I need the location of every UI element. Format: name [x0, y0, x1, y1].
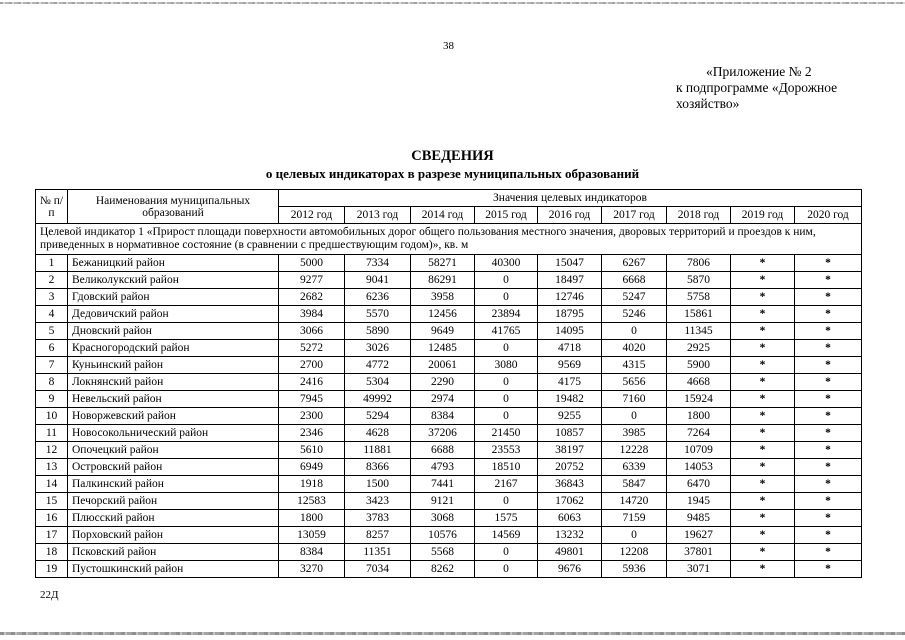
appendix-line-3: хозяйство» [676, 96, 740, 111]
header-year: 2017 год [602, 207, 667, 224]
value-cell: 14569 [475, 527, 538, 544]
value-cell: 2290 [411, 374, 475, 391]
value-cell: * [731, 323, 795, 340]
header-year: 2015 год [475, 207, 538, 224]
value-cell: * [795, 323, 862, 340]
value-cell: 19627 [667, 527, 731, 544]
value-cell: 2416 [279, 374, 345, 391]
value-cell: 0 [602, 408, 667, 425]
table-row [36, 527, 862, 544]
value-cell: 6236 [345, 289, 411, 306]
value-cell: 5847 [602, 476, 667, 493]
district-name: Палкинский район [68, 476, 279, 493]
table-row [36, 408, 862, 425]
header-number: № п/п [36, 190, 68, 224]
value-cell: 5656 [602, 374, 667, 391]
row-number: 1 [36, 255, 68, 272]
row-number: 15 [36, 493, 68, 510]
row-number: 5 [36, 323, 68, 340]
header-year: 2018 год [667, 207, 731, 224]
value-cell: 1918 [279, 476, 345, 493]
value-cell: 5000 [279, 255, 345, 272]
value-cell: 14720 [602, 493, 667, 510]
value-cell: * [795, 272, 862, 289]
value-cell: 0 [475, 561, 538, 578]
value-cell: 3066 [279, 323, 345, 340]
value-cell: 7945 [279, 391, 345, 408]
value-cell: 5936 [602, 561, 667, 578]
row-number: 8 [36, 374, 68, 391]
value-cell: * [795, 561, 862, 578]
value-cell: 3985 [602, 425, 667, 442]
district-name: Печорский район [68, 493, 279, 510]
appendix-line-1: «Приложение № 2 [706, 64, 812, 79]
district-name: Бежаницкий район [68, 255, 279, 272]
district-name: Новосокольнический район [68, 425, 279, 442]
value-cell: 86291 [411, 272, 475, 289]
table-row [36, 323, 862, 340]
district-name: Опочецкий район [68, 442, 279, 459]
value-cell: 5570 [345, 306, 411, 323]
header-year: 2013 год [345, 207, 411, 224]
table-row [36, 255, 862, 272]
value-cell: 0 [475, 544, 538, 561]
value-cell: 6339 [602, 459, 667, 476]
value-cell: 3068 [411, 510, 475, 527]
value-cell: * [731, 391, 795, 408]
value-cell: 9676 [538, 561, 602, 578]
district-name: Локнянский район [68, 374, 279, 391]
value-cell: 14095 [538, 323, 602, 340]
value-cell: 13059 [279, 527, 345, 544]
value-cell: * [731, 272, 795, 289]
value-cell: 4772 [345, 357, 411, 374]
value-cell: 9649 [411, 323, 475, 340]
value-cell: 11345 [667, 323, 731, 340]
value-cell: 11881 [345, 442, 411, 459]
value-cell: 41765 [475, 323, 538, 340]
value-cell: 6267 [602, 255, 667, 272]
row-number: 13 [36, 459, 68, 476]
value-cell: 2974 [411, 391, 475, 408]
value-cell: 3958 [411, 289, 475, 306]
value-cell: * [795, 408, 862, 425]
value-cell: 2300 [279, 408, 345, 425]
value-cell: 9277 [279, 272, 345, 289]
value-cell: 4718 [538, 340, 602, 357]
value-cell: 0 [475, 408, 538, 425]
row-number: 2 [36, 272, 68, 289]
value-cell: * [731, 306, 795, 323]
value-cell: 12746 [538, 289, 602, 306]
row-number: 16 [36, 510, 68, 527]
value-cell: 21450 [475, 425, 538, 442]
value-cell: 0 [602, 527, 667, 544]
header-year: 2019 год [731, 207, 795, 224]
header-year: 2014 год [411, 207, 475, 224]
value-cell: 3984 [279, 306, 345, 323]
value-cell: * [731, 340, 795, 357]
value-cell: 14053 [667, 459, 731, 476]
value-cell: 5272 [279, 340, 345, 357]
value-cell: * [731, 289, 795, 306]
district-name: Гдовский район [68, 289, 279, 306]
district-name: Порховский район [68, 527, 279, 544]
value-cell: 12228 [602, 442, 667, 459]
value-cell: * [795, 374, 862, 391]
value-cell: 23553 [475, 442, 538, 459]
value-cell: 1945 [667, 493, 731, 510]
value-cell: * [795, 255, 862, 272]
value-cell: 7159 [602, 510, 667, 527]
value-cell: * [731, 527, 795, 544]
value-cell: 0 [475, 391, 538, 408]
value-cell: 4793 [411, 459, 475, 476]
value-cell: 6063 [538, 510, 602, 527]
value-cell: * [731, 425, 795, 442]
value-cell: 12456 [411, 306, 475, 323]
table-row [36, 493, 862, 510]
row-number: 3 [36, 289, 68, 306]
value-cell: 38197 [538, 442, 602, 459]
value-cell: 7264 [667, 425, 731, 442]
header-values-group: Значения целевых индикаторов [279, 190, 862, 207]
value-cell: * [731, 561, 795, 578]
table-row [36, 459, 862, 476]
value-cell: * [795, 442, 862, 459]
value-cell: * [795, 544, 862, 561]
value-cell: 7441 [411, 476, 475, 493]
table-header [36, 190, 862, 224]
value-cell: 1800 [279, 510, 345, 527]
district-name: Дновский район [68, 323, 279, 340]
district-name: Куньинский район [68, 357, 279, 374]
value-cell: * [795, 510, 862, 527]
page-number: 38 [443, 40, 454, 52]
row-number: 11 [36, 425, 68, 442]
value-cell: 3026 [345, 340, 411, 357]
value-cell: 6949 [279, 459, 345, 476]
value-cell: * [795, 357, 862, 374]
value-cell: 18497 [538, 272, 602, 289]
row-number: 17 [36, 527, 68, 544]
value-cell: 3080 [475, 357, 538, 374]
row-number: 19 [36, 561, 68, 578]
table-row [36, 510, 862, 527]
value-cell: 3270 [279, 561, 345, 578]
table-row [36, 544, 862, 561]
value-cell: * [731, 544, 795, 561]
value-cell: 20752 [538, 459, 602, 476]
value-cell: 2682 [279, 289, 345, 306]
table-row [36, 357, 862, 374]
value-cell: 9485 [667, 510, 731, 527]
header-year: 2016 год [538, 207, 602, 224]
value-cell: 37801 [667, 544, 731, 561]
value-cell: 5758 [667, 289, 731, 306]
value-cell: * [731, 510, 795, 527]
value-cell: 10576 [411, 527, 475, 544]
value-cell: 58271 [411, 255, 475, 272]
value-cell: 2167 [475, 476, 538, 493]
value-cell: 5246 [602, 306, 667, 323]
value-cell: 7034 [345, 561, 411, 578]
row-number: 10 [36, 408, 68, 425]
district-name: Дедовичский район [68, 306, 279, 323]
value-cell: 49801 [538, 544, 602, 561]
document-title: СВЕДЕНИЯ [411, 148, 494, 164]
value-cell: 19482 [538, 391, 602, 408]
value-cell: 8384 [279, 544, 345, 561]
table-row [36, 442, 862, 459]
row-number: 14 [36, 476, 68, 493]
value-cell: 5304 [345, 374, 411, 391]
district-name: Великолукский район [68, 272, 279, 289]
value-cell: 4628 [345, 425, 411, 442]
value-cell: * [795, 493, 862, 510]
header-year: 2020 год [795, 207, 862, 224]
value-cell: 3071 [667, 561, 731, 578]
table-row [36, 289, 862, 306]
value-cell: 0 [475, 374, 538, 391]
value-cell: 0 [475, 272, 538, 289]
value-cell: 9121 [411, 493, 475, 510]
district-name: Новоржевский район [68, 408, 279, 425]
value-cell: 0 [602, 323, 667, 340]
value-cell: 9041 [345, 272, 411, 289]
value-cell: 15924 [667, 391, 731, 408]
value-cell: 1800 [667, 408, 731, 425]
value-cell: 5610 [279, 442, 345, 459]
value-cell: 36843 [538, 476, 602, 493]
value-cell: 7806 [667, 255, 731, 272]
value-cell: 10857 [538, 425, 602, 442]
table-row [36, 561, 862, 578]
value-cell: 18510 [475, 459, 538, 476]
header-year: 2012 год [279, 207, 345, 224]
value-cell: 12208 [602, 544, 667, 561]
value-cell: 6668 [602, 272, 667, 289]
value-cell: * [795, 306, 862, 323]
value-cell: 9569 [538, 357, 602, 374]
value-cell: 18795 [538, 306, 602, 323]
value-cell: 11351 [345, 544, 411, 561]
value-cell: 5294 [345, 408, 411, 425]
row-number: 7 [36, 357, 68, 374]
value-cell: 5247 [602, 289, 667, 306]
value-cell: 15047 [538, 255, 602, 272]
indicators-table [35, 189, 862, 578]
value-cell: 37206 [411, 425, 475, 442]
table-row [36, 272, 862, 289]
district-name: Плюсский район [68, 510, 279, 527]
value-cell: * [731, 459, 795, 476]
value-cell: * [731, 357, 795, 374]
value-cell: * [731, 476, 795, 493]
appendix-line-2: к подпрограмме «Дорожное [676, 80, 838, 95]
value-cell: 13232 [538, 527, 602, 544]
value-cell: 49992 [345, 391, 411, 408]
value-cell: 3783 [345, 510, 411, 527]
row-number: 9 [36, 391, 68, 408]
value-cell: 40300 [475, 255, 538, 272]
scan-artifact-top [0, 2, 905, 4]
value-cell: 8384 [411, 408, 475, 425]
value-cell: * [731, 442, 795, 459]
value-cell: 3423 [345, 493, 411, 510]
table-row [36, 476, 862, 493]
value-cell: 6688 [411, 442, 475, 459]
value-cell: 7160 [602, 391, 667, 408]
value-cell: 4175 [538, 374, 602, 391]
row-number: 6 [36, 340, 68, 357]
indicator-description: Целевой индикатор 1 «Прирост площади поверхности автомобильных дорог общего пользования местного значения, дворовых территорий и проездов к ним, приведенных в нормативное состояние (в сравнении с предшествующим годом)», кв. м [36, 224, 862, 255]
value-cell: 1575 [475, 510, 538, 527]
value-cell: 6470 [667, 476, 731, 493]
value-cell: 9255 [538, 408, 602, 425]
value-cell: 0 [475, 289, 538, 306]
document-subtitle: о целевых индикаторах в разрезе муниципальных образований [265, 166, 640, 181]
table-row [36, 340, 862, 357]
value-cell: 4668 [667, 374, 731, 391]
value-cell: 20061 [411, 357, 475, 374]
value-cell: 23894 [475, 306, 538, 323]
value-cell: 12485 [411, 340, 475, 357]
value-cell: 5568 [411, 544, 475, 561]
table-row [36, 306, 862, 323]
value-cell: * [731, 255, 795, 272]
value-cell: * [795, 340, 862, 357]
value-cell: 1500 [345, 476, 411, 493]
value-cell: * [795, 527, 862, 544]
value-cell: * [795, 425, 862, 442]
value-cell: 8366 [345, 459, 411, 476]
row-number: 4 [36, 306, 68, 323]
district-name: Красногородский район [68, 340, 279, 357]
value-cell: 4020 [602, 340, 667, 357]
appendix-note [676, 64, 876, 112]
value-cell: * [795, 476, 862, 493]
scan-artifact-bottom [0, 632, 905, 635]
value-cell: 0 [475, 340, 538, 357]
row-number: 18 [36, 544, 68, 561]
value-cell: 8257 [345, 527, 411, 544]
header-name: Наименования муниципальных образований [68, 190, 279, 224]
value-cell: 10709 [667, 442, 731, 459]
value-cell: 5870 [667, 272, 731, 289]
value-cell: 2700 [279, 357, 345, 374]
value-cell: * [795, 459, 862, 476]
value-cell: * [731, 374, 795, 391]
district-name: Псковский район [68, 544, 279, 561]
value-cell: * [731, 408, 795, 425]
district-name: Островский район [68, 459, 279, 476]
value-cell: 0 [475, 493, 538, 510]
value-cell: 12583 [279, 493, 345, 510]
table-row [36, 374, 862, 391]
value-cell: 2346 [279, 425, 345, 442]
row-number: 12 [36, 442, 68, 459]
value-cell: * [731, 493, 795, 510]
district-name: Пустошкинский район [68, 561, 279, 578]
table-row [36, 425, 862, 442]
value-cell: 5900 [667, 357, 731, 374]
district-name: Невельский район [68, 391, 279, 408]
value-cell: 17062 [538, 493, 602, 510]
value-cell: 8262 [411, 561, 475, 578]
value-cell: 5890 [345, 323, 411, 340]
table-row [36, 391, 862, 408]
value-cell: 4315 [602, 357, 667, 374]
value-cell: 7334 [345, 255, 411, 272]
value-cell: 15861 [667, 306, 731, 323]
footer-code: 22Д [40, 589, 59, 601]
value-cell: * [795, 289, 862, 306]
value-cell: 2925 [667, 340, 731, 357]
value-cell: * [795, 391, 862, 408]
